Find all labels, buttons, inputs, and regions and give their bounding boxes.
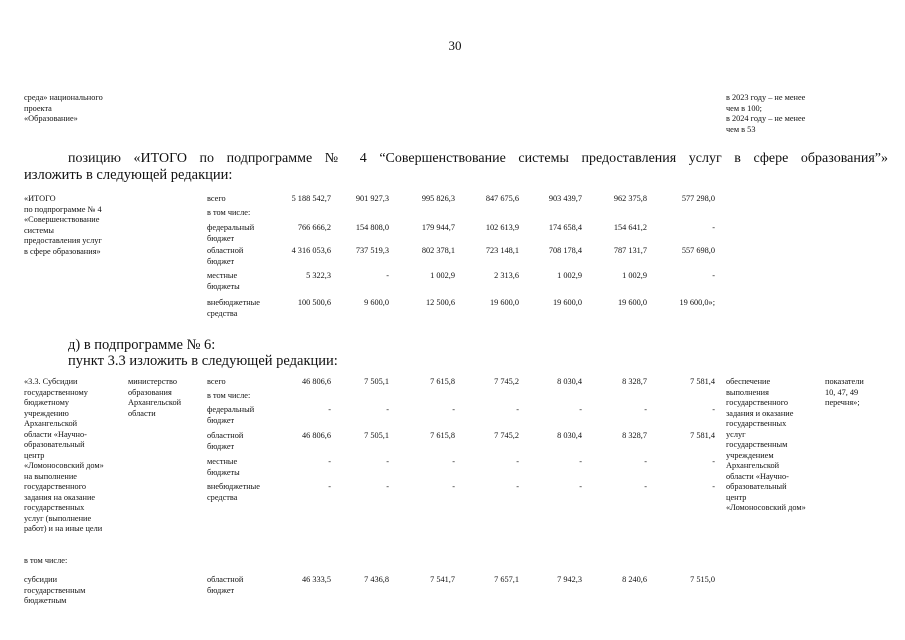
itogo-cell: 174 658,4 (548, 223, 582, 232)
item33-cell: 7 581,4 (690, 431, 715, 440)
item33-cell: 46 806,6 (301, 431, 331, 440)
item33-cell: 8 030,4 (557, 431, 582, 440)
item33-cell: - (516, 405, 519, 414)
para1-line2: изложить в следующей редакции: (24, 167, 233, 183)
item33-cell: 7 505,1 (364, 431, 389, 440)
item33-cell: - (579, 482, 582, 491)
including-label: в том числе: (24, 556, 68, 565)
itogo-cell: 9 600,0 (364, 298, 389, 307)
subsidy-cell: 7 942,3 (557, 575, 582, 584)
subsidy-cell: 46 333,5 (301, 575, 331, 584)
item33-cell: - (644, 405, 647, 414)
item33-row-label: всего (207, 377, 226, 386)
itogo-cell: 19 600,0 (489, 298, 519, 307)
itogo-cell: 4 316 053,6 (291, 246, 331, 255)
item33-cell: 8 030,4 (557, 377, 582, 386)
itogo-row-label: областной бюджет (207, 246, 244, 266)
itogo-cell: 1 002,9 (557, 271, 582, 280)
subsidy-name: субсидии государственным бюджетным (24, 575, 86, 605)
itogo-row-label: местные бюджеты (207, 271, 240, 291)
itogo-cell: 5 188 542,7 (291, 194, 331, 203)
itogo-row-label: всего (207, 194, 226, 203)
item33-result: обеспечение выполнения государственного задания и оказание государственных услуг государственным учреждением Архангельской области «Научно- образовательный центр «Ломоносовский дом» (726, 377, 806, 512)
top-fragment-right: в 2023 году – не менее чем в 100; в 2024 году – не менее чем в 53 (726, 93, 806, 134)
itogo-cell: 901 927,3 (355, 194, 389, 203)
item33-name: «3.3. Субсидии государственному бюджетному учреждению Архангельской области «Научно- образовательный центр «Ломоносовский дом» на выполнение государственного задания на оказание государственных услуг (выполнение работ) и на иные цели (24, 377, 104, 533)
item33-executor: министерство образования Архангельской области (128, 377, 182, 418)
item33-row-label: федеральный бюджет (207, 405, 255, 425)
itogo-cell: 557 698,0 (681, 246, 715, 255)
item33-cell: - (712, 482, 715, 491)
itogo-cell: - (386, 271, 389, 280)
item33-cell: - (328, 405, 331, 414)
item33-cell: 7 615,8 (430, 377, 455, 386)
item33-cell: 7 745,2 (494, 377, 519, 386)
itogo-cell: 100 500,6 (297, 298, 331, 307)
itogo-cell: 847 675,6 (485, 194, 519, 203)
subsidy-cell: 7 541,7 (430, 575, 455, 584)
itogo-cell: 19 600,0 (617, 298, 647, 307)
item33-row-label: местные бюджеты (207, 457, 240, 477)
itogo-cell: 577 298,0 (681, 194, 715, 203)
item33-cell: 7 615,8 (430, 431, 455, 440)
item33-cell: 7 745,2 (494, 431, 519, 440)
item33-cell: - (712, 405, 715, 414)
item33-cell: - (452, 405, 455, 414)
subsidy-cell: 7 436,8 (364, 575, 389, 584)
subsidy-cell: 8 240,6 (622, 575, 647, 584)
itogo-cell: 802 378,1 (421, 246, 455, 255)
item33-cell: 46 806,6 (301, 377, 331, 386)
item33-cell: 7 505,1 (364, 377, 389, 386)
item33-cell: - (452, 457, 455, 466)
itogo-cell: - (712, 223, 715, 232)
itogo-row-label: внебюджетные средства (207, 298, 260, 318)
itogo-cell: 962 375,8 (613, 194, 647, 203)
para2-line1: д) в подпрограмме № 6: (68, 337, 216, 353)
itogo-cell: 2 313,6 (494, 271, 519, 280)
subsidy-cell: 7 657,1 (494, 575, 519, 584)
item33-cell: - (386, 482, 389, 491)
item33-row-label: внебюджетные средства (207, 482, 260, 502)
itogo-cell: 179 944,7 (421, 223, 455, 232)
itogo-cell: 19 600,0 (552, 298, 582, 307)
para1-line1: позицию «ИТОГО по подпрограмме № 4 “Совершенствование системы предоставления услуг в сфере образования”» (68, 151, 888, 166)
itogo-row-label: в том числе: (207, 208, 251, 217)
item33-cell: - (516, 457, 519, 466)
item33-row-label: в том числе: (207, 391, 251, 400)
itogo-cell: - (712, 271, 715, 280)
item33-cell: - (516, 482, 519, 491)
item33-cell: 8 328,7 (622, 377, 647, 386)
item33-cell: - (386, 405, 389, 414)
itogo-cell: 708 178,4 (548, 246, 582, 255)
item33-cell: 8 328,7 (622, 431, 647, 440)
item33-cell: - (452, 482, 455, 491)
itogo-cell: 102 613,9 (485, 223, 519, 232)
itogo-cell: 787 131,7 (613, 246, 647, 255)
subsidy-cell: 7 515,0 (690, 575, 715, 584)
item33-cell: - (328, 457, 331, 466)
item33-indicators: показатели 10, 47, 49 перечня»; (825, 377, 864, 407)
itogo-cell: 737 519,3 (355, 246, 389, 255)
item33-cell: - (579, 457, 582, 466)
item33-cell: - (644, 482, 647, 491)
item33-row-label: областной бюджет (207, 431, 244, 451)
item33-cell: - (644, 457, 647, 466)
itogo-cell: 12 500,6 (425, 298, 455, 307)
itogo-row-label: федеральный бюджет (207, 223, 255, 243)
top-fragment-left: среда» национального проекта «Образование» (24, 93, 103, 123)
itogo-cell: 995 826,3 (421, 194, 455, 203)
para2-line2: пункт 3.3 изложить в следующей редакции: (68, 353, 338, 369)
item33-cell: - (579, 405, 582, 414)
item33-cell: 7 581,4 (690, 377, 715, 386)
itogo-cell: 5 322,3 (306, 271, 331, 280)
item33-cell: - (386, 457, 389, 466)
itogo-cell: 154 641,2 (613, 223, 647, 232)
itogo-cell: 1 002,9 (430, 271, 455, 280)
itogo-cell: 766 666,2 (297, 223, 331, 232)
subsidy-label: областной бюджет (207, 575, 244, 595)
itogo-name: «ИТОГО по подпрограмме № 4 «Совершенствование системы предоставления услуг в сфере образования» (24, 194, 102, 256)
itogo-cell: 723 148,1 (485, 246, 519, 255)
itogo-cell: 19 600,0»; (679, 298, 715, 307)
page-number: 30 (448, 38, 462, 53)
itogo-cell: 903 439,7 (548, 194, 582, 203)
item33-cell: - (712, 457, 715, 466)
itogo-cell: 154 808,0 (355, 223, 389, 232)
item33-cell: - (328, 482, 331, 491)
itogo-cell: 1 002,9 (622, 271, 647, 280)
